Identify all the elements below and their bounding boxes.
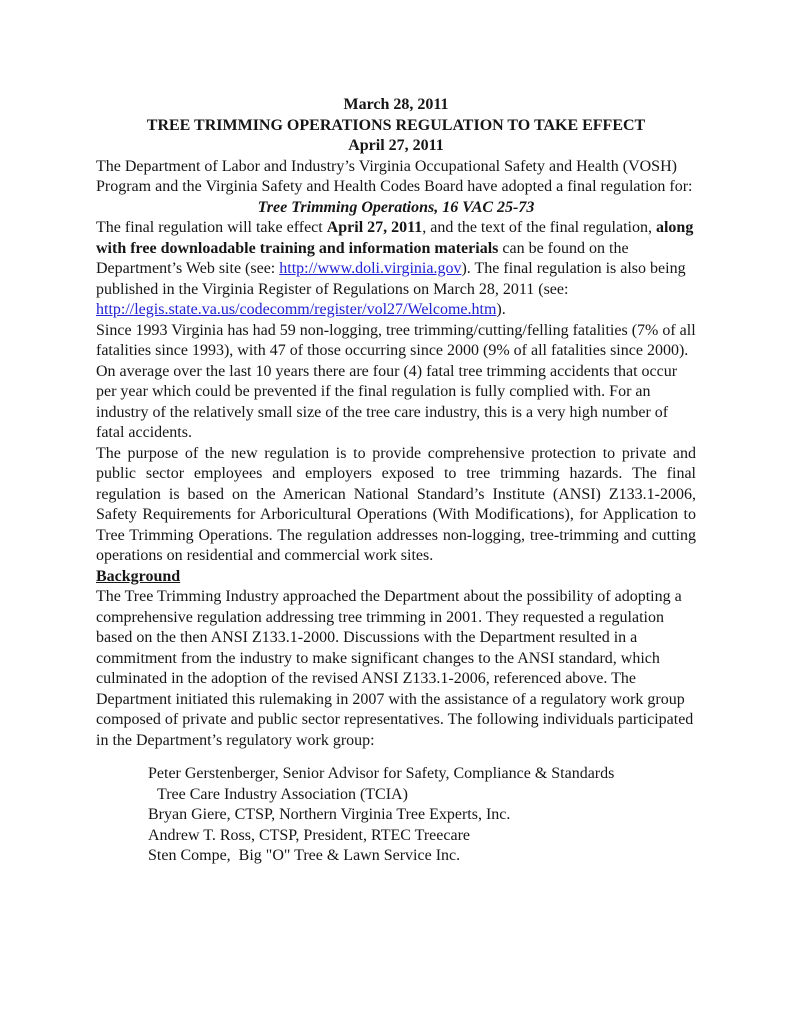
intro-paragraph: The Department of Labor and Industry’s Virginia Occupational Safety and Health (VOSH) Program and the Virginia Safety and Health Codes Board have adopted a final regulation for:	[96, 157, 693, 195]
background-heading: Background	[96, 567, 181, 585]
title-line-1: TREE TRIMMING OPERATIONS REGULATION TO TAKE EFFECT	[146, 116, 646, 134]
work-group-member: Sten Compe, Big "O" Tree & Lawn Service Inc.	[148, 847, 461, 864]
document-title	[96, 116, 696, 157]
work-group-member-affiliation: Tree Care Industry Association (TCIA)	[157, 785, 408, 803]
effective-seg-1: The final regulation will take effect	[96, 219, 327, 236]
regulation-title: Tree Trimming Operations, 16 VAC 25-73	[257, 198, 535, 216]
effective-seg-6: ). The final regulation is also being published in the Virginia Register of Regulations on March 28, 2011 (see:	[96, 260, 686, 298]
effective-date-bold: April 27, 2011	[326, 219, 423, 236]
effective-date-paragraph	[96, 218, 696, 321]
date-line: March 28, 2011	[343, 96, 449, 113]
work-group-member: Peter Gerstenberger, Senior Advisor for Safety, Compliance & Standards	[148, 765, 615, 782]
title-line-2: April 27, 2011	[348, 137, 444, 154]
work-group-member: Bryan Giere, CTSP, Northern Virginia Tree Experts, Inc.	[148, 806, 511, 823]
doli-website-link[interactable]: http://www.doli.virginia.gov	[279, 260, 462, 277]
effective-seg-3: , and the text of the final regulation,	[422, 219, 656, 236]
background-paragraph: The Tree Trimming Industry approached the Department about the possibility of adopting a comprehensive regulation addressing tree trimming in 2001. They requested a regulation based on the then ANSI Z133.1-2000. Discussions with the Department resulted in a commitment from the industry to make significant changes to the ANSI standard, which culminated in the adoption of the revised ANSI Z133.1-2006, referenced above. The Department initiated this rulemaking in 2007 with the assistance of a regulatory work group composed of private and public sector representatives. The following individuals participated in the Department’s regulatory work group:	[96, 588, 694, 749]
register-of-regulations-link[interactable]: http://legis.state.va.us/codecomm/register/vol27/Welcome.htm	[96, 301, 497, 318]
work-group-member: Andrew T. Ross, CTSP, President, RTEC Treecare	[148, 826, 470, 844]
fatality-statistics-paragraph: Since 1993 Virginia has had 59 non-logging, tree trimming/cutting/felling fatalities (7% of all fatalities since 1993), with 47 of those occurring since 2000 (9% of all fatalities since 2000). On average over the last 10 years there are four (4) fatal tree trimming accidents that occur per year which could be prevented if the final regulation is fully complied with. For an industry of the relatively small size of the tree care industry, this is a very high number of fatal accidents.	[96, 321, 696, 441]
work-group-member-list	[148, 764, 696, 867]
effective-seg-5: can be found on the Department’s Web site (see:	[96, 239, 629, 277]
effective-seg-7: ).	[496, 301, 506, 318]
training-materials-bold: along with free downloadable training and information materials	[96, 219, 694, 257]
purpose-paragraph: The purpose of the new regulation is to provide comprehensive protection to private and public sector employees and employers exposed to tree trimming hazards. The final regulation is based on the American National Standard’s Institute (ANSI) Z133.1-2006, Safety Requirements for Arboricultural Operations (With Modifications), for Application to Tree Trimming Operations. The regulation addresses non-logging, tree-trimming and cutting operations on residential and commercial work sites.	[96, 444, 696, 564]
